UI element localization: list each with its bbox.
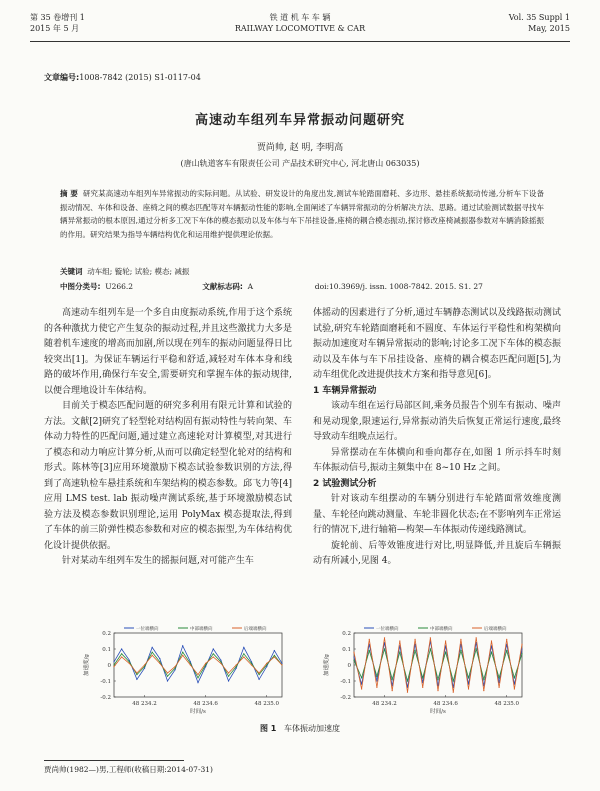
data-point bbox=[422, 677, 423, 678]
data-point bbox=[399, 640, 400, 641]
data-point bbox=[407, 680, 408, 681]
chart-left-panel bbox=[82, 625, 283, 715]
data-point bbox=[468, 677, 469, 678]
legend-label: 一位端横向 bbox=[136, 627, 159, 632]
data-point bbox=[121, 653, 122, 654]
data-point bbox=[514, 677, 515, 678]
data-point bbox=[506, 650, 507, 651]
data-point bbox=[144, 668, 145, 669]
data-point bbox=[121, 648, 122, 649]
abstract-text: 研究某高速动车组列车异常振动的实际问题。从试验、研发设计的角度出发,测试车轮踏面磨耗、多边形、悬挂系统振动传递,分析车下设备振动情况、车体和设备、座椅之间的模态匹配等对车辆振动性能的影响,全面阐述了车辆异常振动的分析解决方法、思路。通过试验测试数据寻找车辆异常振动的根本原因,通过分析多工况下车体的模态振动以及车体与车下吊挂设备,座椅的耦合模态振动,探讨修改座椅减振器参数对车辆消除摇振的作用。研究结果为指导车辆结构优化和运用维护提供理论依据。 bbox=[60, 189, 544, 239]
legend-label: 后端端横向 bbox=[244, 627, 267, 632]
keywords-text: 动车组; 镟轮; 试验; 模态; 减振 bbox=[87, 267, 190, 276]
data-point bbox=[197, 677, 198, 678]
data-point bbox=[220, 661, 221, 662]
data-point bbox=[236, 664, 237, 665]
paper-title: 高速动车组列车异常振动问题研究 bbox=[194, 113, 405, 128]
data-point bbox=[468, 688, 469, 689]
data-point bbox=[205, 663, 206, 664]
data-point bbox=[258, 679, 259, 680]
data-point bbox=[460, 650, 461, 651]
data-point bbox=[174, 668, 175, 669]
doi: doi:10.3969/j. issn. 1008-7842. 2015. S1. 27 bbox=[314, 282, 483, 291]
data-point bbox=[228, 676, 229, 677]
legend-label: 后端端横向 bbox=[484, 627, 507, 632]
series-line bbox=[354, 649, 522, 681]
data-point bbox=[159, 658, 160, 659]
paragraph: 旋轮前、后等效锥度进行对比,明显降低,并且旋后车辆振动有所减小,见图 4。 bbox=[313, 540, 561, 566]
data-point bbox=[144, 664, 145, 665]
data-point bbox=[376, 687, 377, 688]
data-point bbox=[113, 666, 114, 667]
data-point bbox=[476, 648, 477, 649]
data-point bbox=[414, 639, 415, 640]
x-axis-label: 时间/s bbox=[190, 709, 206, 715]
keywords bbox=[60, 266, 189, 277]
data-point bbox=[384, 648, 385, 649]
data-point bbox=[506, 639, 507, 640]
data-point bbox=[121, 656, 122, 657]
volume-en: Vol. 35 Suppl 1 bbox=[508, 13, 570, 22]
data-point bbox=[174, 669, 175, 670]
header-right bbox=[509, 12, 570, 34]
data-point bbox=[369, 650, 370, 651]
y-axis-label: 加速度/g bbox=[324, 654, 330, 676]
y-tick-label: 0.2 bbox=[342, 631, 351, 637]
y-axis-label: 加速度/g bbox=[84, 654, 90, 676]
article-number: 文章编号:1008-7842 (2015) S1-0117-04 bbox=[44, 73, 201, 82]
journal-name-cn: 铁 道 机 车 车 辆 bbox=[269, 13, 331, 22]
data-point bbox=[251, 664, 252, 665]
data-point bbox=[236, 666, 237, 667]
data-point bbox=[430, 637, 431, 638]
data-point bbox=[152, 655, 153, 656]
data-point bbox=[113, 661, 114, 662]
figure-1 bbox=[80, 625, 550, 720]
data-point bbox=[353, 660, 354, 661]
data-point bbox=[384, 637, 385, 638]
paragraph: 异常摆动在车体横向和垂向都存在,如图 1 所示抖车时刻车体振动信号,振动主频集中在 8~10 Hz 之间。 bbox=[313, 447, 561, 473]
data-point bbox=[353, 652, 354, 653]
data-point bbox=[243, 647, 244, 648]
affiliation: (唐山轨道客车有限责任公司 产品技术研究中心, 河北唐山 063035) bbox=[180, 159, 420, 168]
paragraph: 高速动车组列车是一个多自由度振动系统,作用于这个系统的各种激扰力使它产生复杂的振动过程,并且这些激扰力大多是随着机车速度的增高而加剧,所以现在列车的振动问题显得日比较突出[1]。为保证车辆运行平稳和舒适,减轻对车体本身和线路的破坏作用,确保行车安全,需要研究和掌握车体的振动规律,以便合理地设计车体结构。 bbox=[44, 308, 292, 396]
paragraph: 目前关于模态匹配问题的研究多利用有限元计算和试验的方法。文献[2]研究了轻型轮对结构固有振动特性与转向架、车体动力特性的匹配问题,通过建立高速轮对计算模型,对其进行了模态和动力响应计算分析,从而可以确定轻型化轮对的结构和形式。陈林等[3]应用环境激励下模态试验参数识别的方法,得到了高速轨检车悬挂系统和车架结构的模态参数。邱飞力等[4]应用 LMS test. lab 振动噪声测试系统,基于环境激励模态试验方法及模态参数识别理论,运用 PolyMax 模态提取法,得到了车体的前三阶弹性模态参数和对应的模态振型,为车体结构优化设计提供依据。 bbox=[44, 401, 292, 551]
section-heading: 1 车辆异常振动 bbox=[313, 385, 377, 396]
data-point bbox=[129, 663, 130, 664]
data-point bbox=[182, 645, 183, 646]
data-point bbox=[369, 639, 370, 640]
data-point bbox=[392, 679, 393, 680]
abstract bbox=[60, 187, 544, 241]
x-tick-label: 48 234.2 bbox=[132, 701, 157, 707]
y-tick-label: 0 bbox=[107, 663, 111, 669]
data-point bbox=[190, 664, 191, 665]
data-point bbox=[266, 666, 267, 667]
data-point bbox=[266, 663, 267, 664]
data-point bbox=[182, 655, 183, 656]
y-tick-label: 0 bbox=[347, 663, 351, 669]
data-point bbox=[220, 663, 221, 664]
data-point bbox=[228, 672, 229, 673]
doc-code: A bbox=[247, 282, 254, 291]
y-tick-label: -0.2 bbox=[340, 695, 351, 701]
data-point bbox=[167, 676, 168, 677]
y-tick-label: -0.1 bbox=[340, 679, 351, 685]
data-point bbox=[483, 690, 484, 691]
date-en: May, 2015 bbox=[528, 24, 570, 33]
x-tick-label: 48 235.0 bbox=[494, 701, 519, 707]
data-point bbox=[213, 648, 214, 649]
data-point bbox=[483, 679, 484, 680]
data-point bbox=[220, 660, 221, 661]
data-point bbox=[437, 679, 438, 680]
data-point bbox=[266, 664, 267, 665]
data-point bbox=[197, 674, 198, 675]
data-point bbox=[251, 663, 252, 664]
data-point bbox=[376, 676, 377, 677]
header-rule bbox=[30, 41, 570, 42]
data-point bbox=[243, 653, 244, 654]
keywords-label: 关键词 bbox=[60, 267, 83, 276]
paragraph: 该动车组在运行局部区间,乘务员报告个别车有振动、噪声和晃动现象,限速运行,异常振动消失后恢复正常运行速度,最终导致动车组晚点运行。 bbox=[313, 401, 561, 442]
data-point bbox=[213, 656, 214, 657]
data-point bbox=[407, 692, 408, 693]
chart-right-panel bbox=[322, 625, 523, 715]
classification-line: 中图分类号: U266.2 文献标志码: A doi:10.3969/j. issn. 1008-7842. 2015. S1. 27 bbox=[60, 282, 483, 291]
section-heading: 2 试验测试分析 bbox=[313, 478, 377, 489]
data-point bbox=[213, 653, 214, 654]
data-point bbox=[136, 679, 137, 680]
data-point bbox=[182, 652, 183, 653]
data-point bbox=[144, 666, 145, 667]
y-tick-label: 0.2 bbox=[102, 631, 111, 637]
data-point bbox=[228, 680, 229, 681]
data-point bbox=[521, 644, 522, 645]
data-point bbox=[453, 680, 454, 681]
data-point bbox=[258, 672, 259, 673]
data-point bbox=[152, 652, 153, 653]
figure-caption: 图 1 车体振动加速度 bbox=[260, 724, 340, 733]
x-tick-label: 48 234.6 bbox=[433, 701, 458, 707]
data-point bbox=[376, 680, 377, 681]
data-point bbox=[113, 664, 114, 665]
data-point bbox=[167, 680, 168, 681]
data-point bbox=[521, 653, 522, 654]
plot-frame bbox=[354, 633, 522, 697]
data-point bbox=[167, 672, 168, 673]
legend-label: 中部端横向 bbox=[190, 627, 213, 632]
x-tick-label: 48 234.6 bbox=[193, 701, 218, 707]
data-point bbox=[174, 666, 175, 667]
y-tick-label: 0.1 bbox=[342, 647, 351, 653]
plot-frame bbox=[114, 633, 282, 697]
data-point bbox=[445, 652, 446, 653]
data-point bbox=[445, 640, 446, 641]
paragraph: 针对该动车组摆动的车辆分别进行车轮踏面常效维度测量、车轮径向跳动测量、车轮非圆化状态;在不影响列车正常运行的情况下,进行轴箱—构架—车体振动传递线路测试。 bbox=[313, 494, 561, 535]
x-axis-label: 时间/s bbox=[430, 709, 446, 715]
legend-label: 中部端横向 bbox=[430, 627, 453, 632]
data-point bbox=[476, 637, 477, 638]
data-point bbox=[491, 640, 492, 641]
x-tick-label: 48 235.0 bbox=[254, 701, 279, 707]
data-point bbox=[129, 660, 130, 661]
data-point bbox=[498, 687, 499, 688]
data-point bbox=[514, 688, 515, 689]
data-point bbox=[136, 672, 137, 673]
data-point bbox=[460, 639, 461, 640]
data-point bbox=[491, 652, 492, 653]
data-point bbox=[274, 656, 275, 657]
data-point bbox=[281, 664, 282, 665]
data-point bbox=[281, 663, 282, 664]
date-cn: 2015 年 5 月 bbox=[30, 24, 80, 33]
right-column bbox=[313, 306, 561, 570]
left-column bbox=[44, 306, 292, 570]
data-point bbox=[414, 650, 415, 651]
y-tick-label: 0.1 bbox=[102, 647, 111, 653]
data-point bbox=[392, 690, 393, 691]
data-point bbox=[159, 661, 160, 662]
journal-name-en: RAILWAY LOCOMOTIVE & CAR bbox=[234, 24, 366, 33]
data-point bbox=[258, 674, 259, 675]
data-point bbox=[159, 663, 160, 664]
data-point bbox=[197, 682, 198, 683]
data-point bbox=[136, 674, 137, 675]
abstract-label: 摘 要 bbox=[60, 189, 78, 198]
volume-cn: 第 35 卷增刊 1 bbox=[30, 13, 85, 22]
data-point bbox=[274, 650, 275, 651]
data-point bbox=[430, 648, 431, 649]
paragraph: 体摇动的因素进行了分析,通过车辆静态测试以及线路振动测试试验,研究车轮踏面磨耗和不圆度、车体运行平稳性和构架横向振动加速度对车辆异常振动的影响;讨论多工况下车体的模态振动以及车体与车下吊挂设备、座椅的耦合模态匹配问题[5],为动车组优化改进提供技术方案和指导意见[6]。 bbox=[313, 308, 561, 380]
data-point bbox=[437, 690, 438, 691]
header-center bbox=[30, 12, 570, 34]
footnote: 贾尚帅(1982—)男,工程师(收稿日期:2014-07-31) bbox=[44, 765, 213, 774]
y-tick-label: -0.2 bbox=[100, 695, 111, 701]
x-tick-label: 48 234.2 bbox=[372, 701, 397, 707]
data-point bbox=[453, 692, 454, 693]
paragraph: 针对某动车组列车发生的摇振问题,对可能产生车 bbox=[62, 556, 254, 566]
data-point bbox=[129, 661, 130, 662]
data-point bbox=[422, 687, 423, 688]
footnote-rule bbox=[44, 760, 184, 761]
data-point bbox=[243, 656, 244, 657]
clc-number: U266.2 bbox=[105, 282, 134, 291]
data-point bbox=[399, 652, 400, 653]
data-point bbox=[498, 677, 499, 678]
data-point bbox=[361, 677, 362, 678]
data-point bbox=[274, 655, 275, 656]
legend-label: 一位端横向 bbox=[376, 627, 399, 632]
data-point bbox=[152, 647, 153, 648]
y-tick-label: -0.1 bbox=[100, 679, 111, 685]
data-point bbox=[361, 688, 362, 689]
running-header bbox=[30, 12, 570, 42]
data-point bbox=[353, 656, 354, 657]
authors: 贾尚帅, 赵 明, 李明高 bbox=[256, 143, 344, 153]
